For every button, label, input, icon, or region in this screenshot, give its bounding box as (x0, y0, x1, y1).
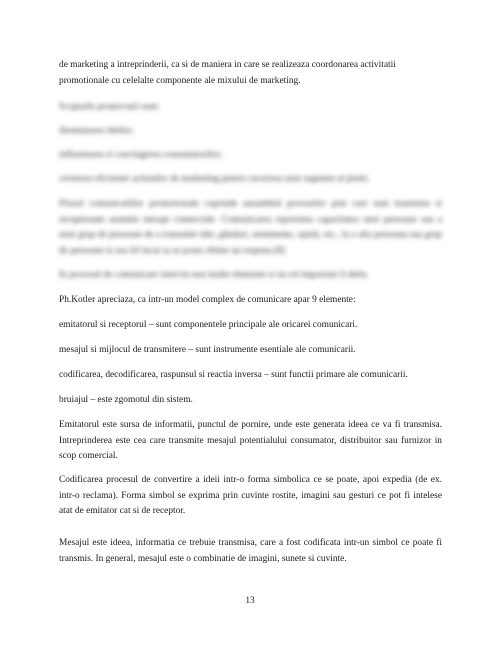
paragraph-mesajul: Mesajul este ideea, informatia ce trebuie transmisa, care a fost codificata intr-un simbol ce poate fi transmis. In general, mesajul este o combinatie de imagini, sunete si cuvinte. (59, 538, 442, 564)
list-item-bruiajul: bruiajul – este zgomotul din sistem. (59, 395, 193, 405)
intro-line-2: promotionale cu celelalte componente ale mixului de marketing. (59, 76, 301, 86)
blurred-paragraph-proces: In procesul de comunicare intervin mai multe elemente si un rol important il detin. (59, 270, 369, 280)
kotler-paragraph: Ph.Kotler apreciaza, ca intr-un model complex de comunicare apar 9 elemente: (59, 295, 356, 305)
blurred-line-cresterea: cresterea eficientei actiunilor de marketing pentru cucerirea unui segment al pietei. (59, 174, 370, 184)
blurred-line-diseminarea: diseminarea ideilor; (59, 126, 134, 136)
page-number: 13 (245, 596, 255, 606)
list-item-codificarea: codificarea, decodificarea, raspunsul si reactia inversa – sunt functii primare ale comunicarii. (59, 370, 408, 380)
paragraph-codificarea: Codificarea procesul de convertire a ideii intr-o forma simbolica ce se poate, apoi expedia (de ex. intr-o reclama). Forma simbol se exprima prin cuvinte rostite, imagini sau gesturi ce pot fi intelese atat de emitator cat si de receptor. (59, 475, 442, 516)
paragraph-emitatorul: Emitatorul este sursa de informatii, punctul de pornire, unde este generata ideea ce va fi transmisa. Intreprinderea este cea care transmite mesajul potentialului consumator, distribuitor sau furnizor in scop comercial. (59, 420, 442, 461)
intro-line-1: de marketing a intreprinderii, ca si de maniera in care se realizeaza coordonarea activitatii (59, 60, 396, 70)
list-item-mesajul: mesajul si mijlocul de transmitere – sunt instrumente esentiale ale comunicarii. (59, 345, 356, 355)
blurred-paragraph-flux: Fluxul comunicatiilor promotionale cuprinde ansamblul proceselor prin care sunt transmise si receptionate anumite mesaje comerciale. Comunicarea reprezinta capacitatea unei persoane sau a unui grup de persoane de a transmite idei, gânduri, sentimente, opinii, etc., la o alta persoana sau grup de persoane in asa fel incat sa se poata obtine un raspuns.[8] (59, 199, 442, 256)
list-item-emitatorul: emitatorul si receptorul – sunt componentele principale ale oricarei comunicari. (59, 320, 358, 330)
blurred-line-scopes: Scopurile promovarii sunt: (59, 102, 160, 112)
blurred-line-influentarea: influentarea si convingerea consumatorilor; (59, 150, 223, 160)
